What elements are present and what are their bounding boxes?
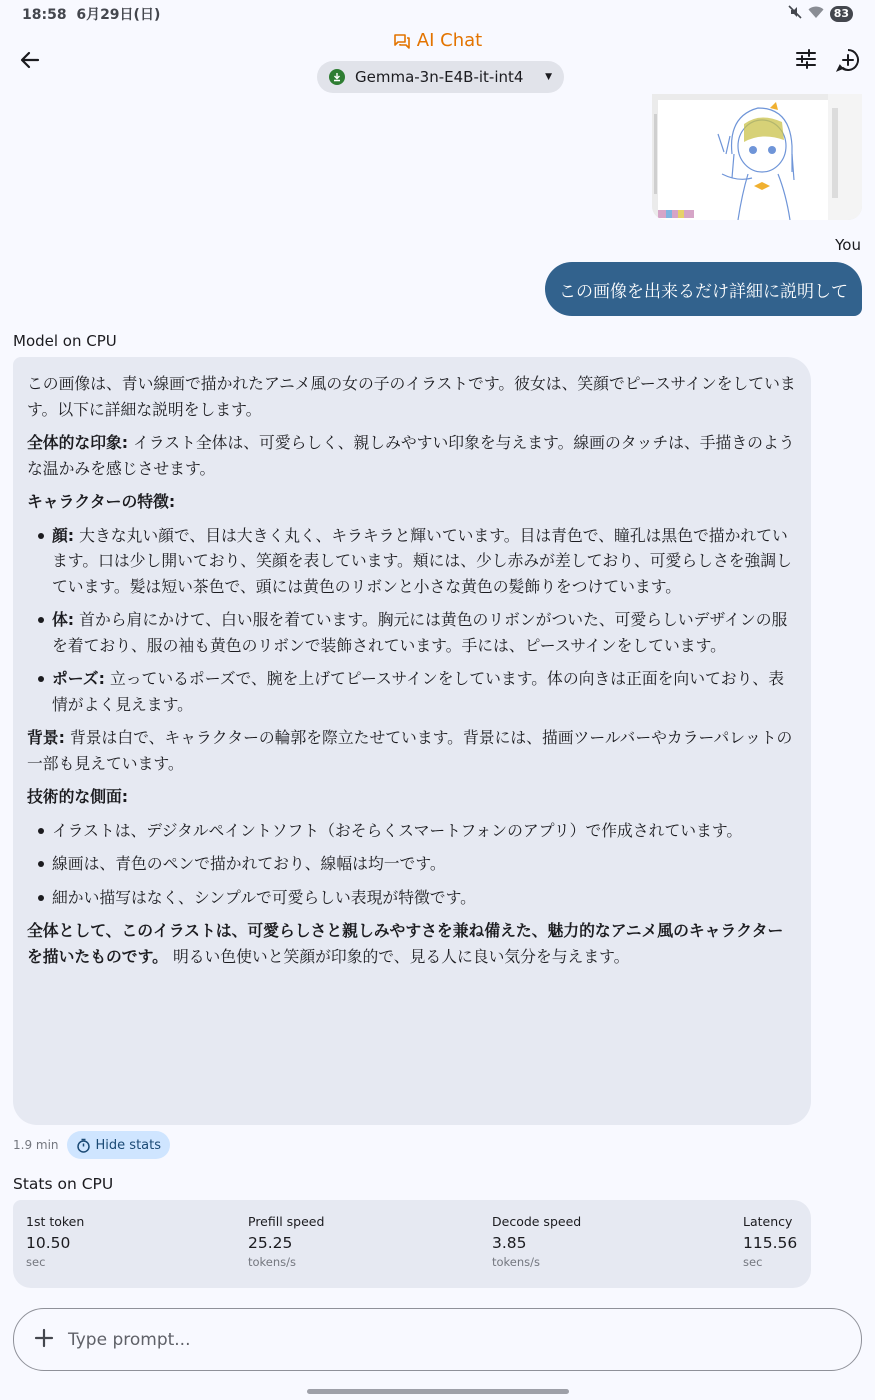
conclusion-paragraph — [27, 918, 797, 969]
stat-unit: tokens/s — [492, 1255, 541, 1269]
hide-stats-label: Hide stats — [95, 1137, 162, 1153]
stat-value: 25.25 — [248, 1234, 293, 1252]
stat-label: Decode speed — [492, 1214, 582, 1229]
overall-title: 全体的な印象: — [27, 433, 129, 452]
app-title-text: AI Chat — [416, 30, 483, 51]
stat-latency — [743, 1214, 797, 1269]
background-paragraph — [27, 725, 797, 776]
stat-value: 3.85 — [492, 1234, 527, 1252]
character-list — [27, 523, 797, 718]
model-name: Gemma-3n-E4B-it-int4 — [355, 68, 524, 86]
mute-icon — [788, 5, 802, 23]
prompt-placeholder[interactable]: Type prompt... — [68, 1329, 191, 1350]
list-item: 細かい描写はなく、シンプルで可愛らしい表現が特徴です。 — [27, 885, 797, 911]
model-author-label: Model on CPU — [13, 332, 117, 350]
user-message-text: この画像を出来るだけ詳細に説明して — [559, 281, 848, 302]
character-title: キャラクターの特徴: — [27, 492, 176, 511]
list-item-title: ポーズ: — [52, 669, 105, 688]
new-chat-button[interactable] — [834, 46, 862, 74]
settings-button[interactable] — [794, 47, 818, 71]
technical-heading — [27, 784, 797, 810]
attached-image[interactable] — [652, 94, 862, 220]
conclusion-bold: 全体として、このイラストは、可愛らしさと親しみやすさを兼ね備えた、魅力的なアニメ風のキャラクターを描いたものです。 — [27, 921, 784, 966]
list-item: 線画は、青色のペンで描かれており、線幅は均一です。 — [27, 851, 797, 877]
top-app-bar — [0, 28, 875, 94]
list-item: イラストは、デジタルペイントソフト（おそらくスマートフォンのアプリ）で作成されています。 — [27, 818, 797, 844]
status-time: 18:58 — [22, 7, 67, 23]
user-message-bubble — [545, 262, 862, 316]
hide-stats-button[interactable] — [67, 1131, 170, 1159]
list-item-text: 立っているポーズで、腕を上げてピースサインをしています。体の向きは正面を向いており、表情がよく見えます。 — [52, 669, 784, 714]
stat-prefill-speed — [248, 1214, 324, 1269]
app-title — [0, 30, 875, 51]
status-bar — [0, 0, 875, 28]
stat-value: 115.56 — [743, 1234, 798, 1252]
chat-icon — [393, 32, 411, 50]
list-item-text: 首から肩にかけて、白い服を着ています。胸元には黄色のリボンがついた、可愛らしいデザインの服を着ており、服の袖も黄色のリボンで装飾されています。手には、ピースサインをしています。 — [52, 610, 788, 655]
battery-indicator: 83 — [830, 6, 853, 22]
background-text: 背景は白で、キャラクターの輪郭を際立たせています。背景には、描画ツールバーやカラーパレットの一部も見えています。 — [27, 728, 793, 773]
list-item-text: 大きな丸い顔で、目は大きく丸く、キラキラと輝いています。目は青色で、瞳孔は黒色で描かれています。口は少し開いており、笑顔を表しています。頬には、少し赤みが差しており、可愛らしさを強調しています。髪は短い茶色で、頭には黄色のリボンと小さな黄色の髪飾りをつけています。 — [52, 525, 792, 596]
status-date: 6月29日(日) — [76, 7, 161, 23]
list-item — [27, 607, 797, 658]
stat-label: Latency — [743, 1214, 793, 1229]
overall-paragraph — [27, 430, 797, 481]
stats-card — [13, 1200, 811, 1288]
list-item-title: 顔: — [52, 525, 75, 545]
stat-unit: tokens/s — [248, 1255, 297, 1269]
list-item — [27, 666, 797, 717]
conclusion-text: 明るい色使いと笑顔が印象的で、見る人に良い気分を与えます。 — [167, 946, 630, 966]
tune-icon — [794, 47, 818, 71]
background-title: 背景: — [27, 728, 65, 747]
stat-first-token — [26, 1214, 84, 1269]
technical-title: 技術的な側面: — [27, 787, 129, 806]
message-meta — [13, 1131, 170, 1159]
stat-label: 1st token — [26, 1214, 85, 1229]
dropdown-caret-icon: ▼ — [545, 72, 552, 82]
technical-list — [27, 818, 797, 911]
overall-text: イラスト全体は、可愛らしく、親しみやすい印象を与えます。線画のタッチは、手描きのような温かみを感じさせます。 — [27, 433, 795, 478]
stat-decode-speed — [492, 1214, 581, 1269]
stat-unit: sec — [26, 1255, 46, 1269]
elapsed-time: 1.9 min — [13, 1138, 59, 1152]
stat-label: Prefill speed — [248, 1214, 325, 1229]
character-heading — [27, 489, 797, 515]
model-message-bubble — [13, 357, 811, 1125]
user-author-label: You — [835, 236, 861, 254]
stats-title: Stats on CPU — [13, 1175, 114, 1193]
stat-unit: sec — [743, 1255, 763, 1269]
intro-paragraph: この画像は、青い線画で描かれたアニメ風の女の子のイラストです。彼女は、笑顔でピースサインをしています。以下に詳細な説明をします。 — [27, 374, 796, 419]
new-chat-icon — [834, 46, 862, 74]
status-time-date — [22, 4, 160, 24]
plus-icon[interactable] — [34, 1327, 54, 1353]
timer-icon — [76, 1138, 91, 1153]
wifi-icon — [808, 6, 824, 23]
download-done-icon — [329, 69, 345, 85]
home-indicator[interactable] — [307, 1389, 569, 1394]
stat-value: 10.50 — [26, 1234, 71, 1252]
status-icons — [788, 5, 853, 23]
model-selector[interactable] — [317, 61, 564, 93]
list-item — [27, 523, 797, 600]
prompt-input[interactable] — [13, 1308, 862, 1371]
list-item-title: 体: — [52, 610, 75, 629]
